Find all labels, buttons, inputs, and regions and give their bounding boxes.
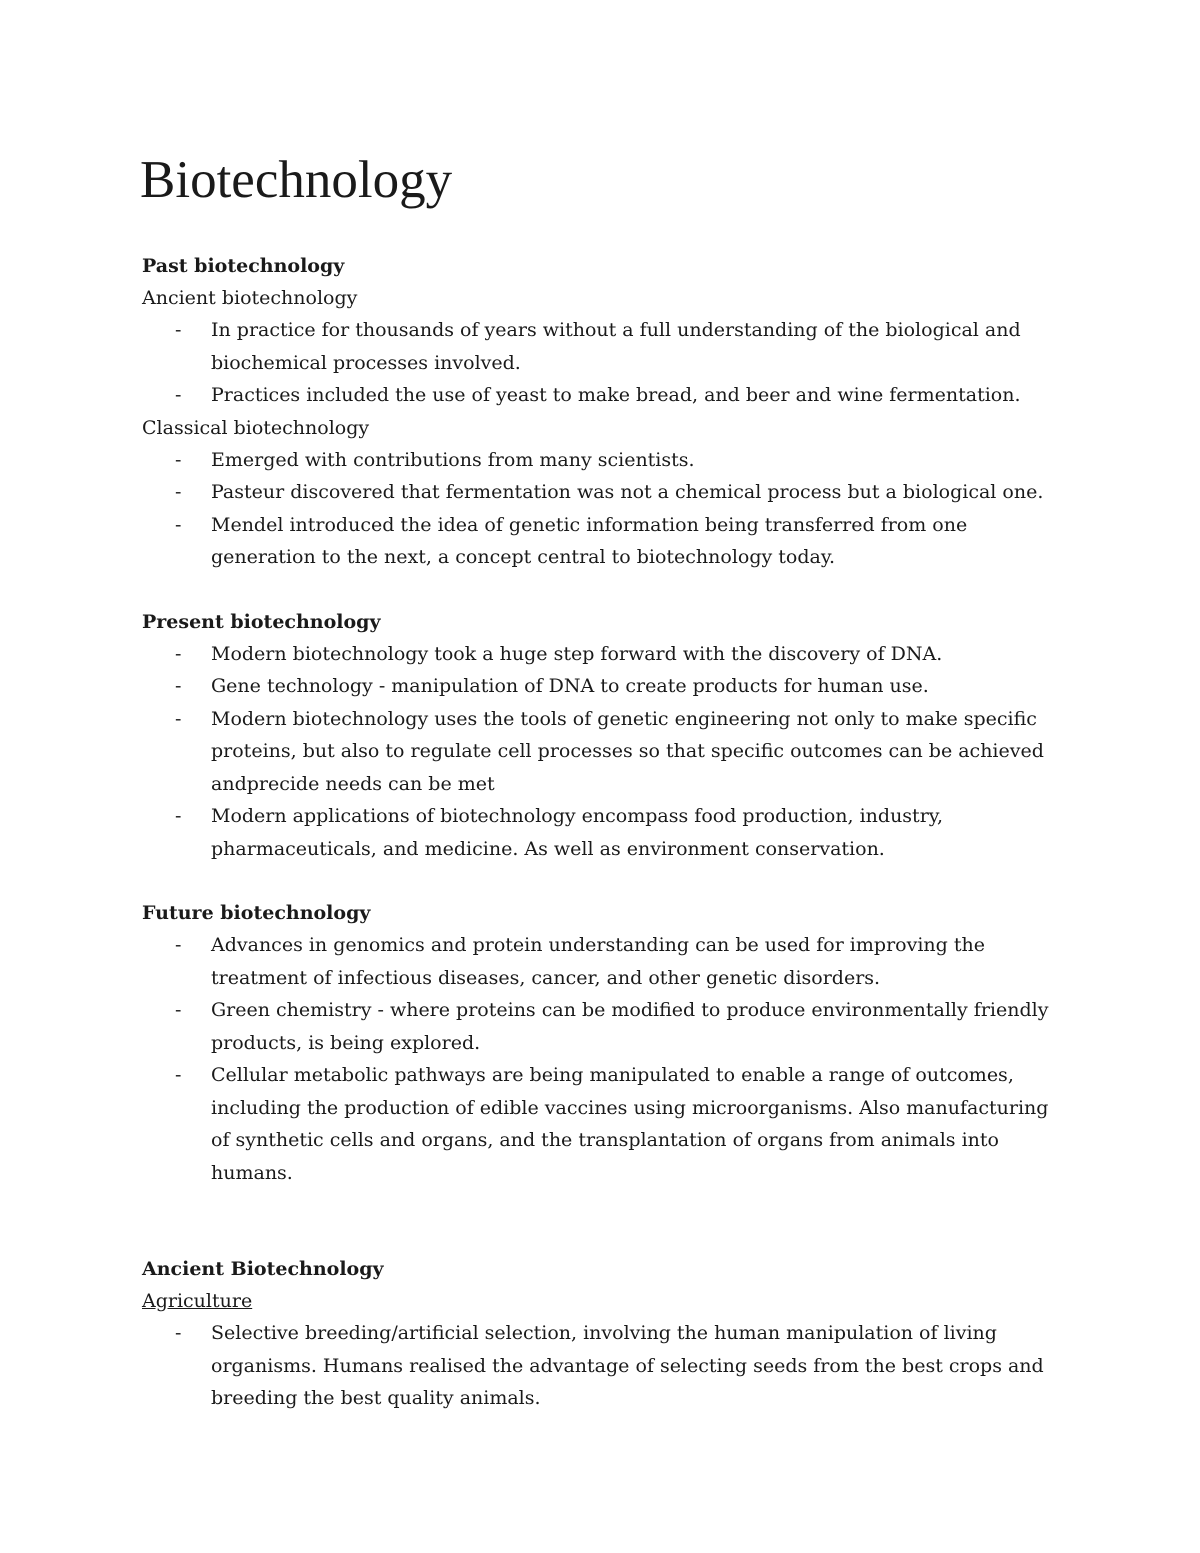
list-item-text: Cellular metabolic pathways are being manipulated to enable a range of outcomes, including the production of edible vaccines using microorganisms. Also manufacturing of synthetic cells and organs, and the transplantation of organs from animals into humans. xyxy=(211,1064,1049,1184)
list-item-text: In practice for thousands of years without a full understanding of the biological and biochemical processes involved. xyxy=(211,319,1021,374)
list-item-text: Gene technology - manipulation of DNA to create products for human use. xyxy=(211,675,929,697)
list-classical xyxy=(142,444,1072,574)
section-heading-future: Future biotechnology xyxy=(142,902,371,924)
dash-bullet: - xyxy=(175,707,182,730)
page-title: Biotechnology xyxy=(140,151,453,209)
list-item-text: Practices included the use of yeast to make bread, and beer and wine fermentation. xyxy=(211,384,1021,406)
spacer xyxy=(142,574,1072,606)
list-item xyxy=(142,800,1072,865)
list-item xyxy=(142,1317,1072,1415)
dash-bullet: - xyxy=(175,481,182,503)
list-item xyxy=(142,929,1072,994)
subheading-agriculture: Agriculture xyxy=(142,1290,253,1312)
list-item-text: Modern biotechnology uses the tools of genetic engineering not only to make specific proteins, but also to regulate cell processes so that specific outcomes can be achieved andprecide needs can be met xyxy=(211,707,1044,795)
list-item-text: Mendel introduced the idea of genetic information being transferred from one generation to the next, a concept central to biotechnology today. xyxy=(211,513,968,568)
section-heading-ancient-biotechnology: Ancient Biotechnology xyxy=(142,1258,384,1280)
list-present xyxy=(142,638,1072,866)
dash-bullet: - xyxy=(175,384,182,406)
dash-bullet: - xyxy=(175,999,182,1021)
list-agriculture xyxy=(142,1317,1072,1415)
dash-bullet: - xyxy=(175,448,182,471)
list-item xyxy=(142,670,1072,703)
list-future xyxy=(142,929,1072,1189)
list-item xyxy=(142,994,1072,1059)
dash-bullet: - xyxy=(175,513,182,536)
list-item xyxy=(142,314,1072,379)
dash-bullet: - xyxy=(175,805,182,827)
dash-bullet: - xyxy=(175,675,182,697)
list-ancient xyxy=(142,314,1072,412)
list-item-text: Advances in genomics and protein understanding can be used for improving the treatment of infectious diseases, cancer, and other genetic disorders. xyxy=(211,934,985,989)
section-heading-present: Present biotechnology xyxy=(142,610,381,633)
section-present xyxy=(142,606,1072,866)
dash-bullet: - xyxy=(175,1064,182,1086)
list-item-text: Green chemistry - where proteins can be modified to produce environmentally friendly products, is being explored. xyxy=(211,999,1049,1054)
section-ancient-biotechnology xyxy=(142,1253,1072,1415)
dash-bullet: - xyxy=(175,642,182,665)
section-future xyxy=(142,897,1072,1189)
dash-bullet: - xyxy=(175,1322,182,1344)
list-item xyxy=(142,703,1072,801)
list-item xyxy=(142,638,1072,671)
list-item-text: Modern biotechnology took a huge step forward with the discovery of DNA. xyxy=(211,642,943,665)
dash-bullet: - xyxy=(175,934,182,956)
subheading-classical: Classical biotechnology xyxy=(142,416,370,439)
dash-bullet: - xyxy=(175,319,182,341)
list-item xyxy=(142,379,1072,412)
list-item xyxy=(142,476,1072,509)
list-item-text: Modern applications of biotechnology encompass food production, industry, pharmaceuticals, and medicine. As well as environment conservation. xyxy=(211,805,944,860)
document-page xyxy=(142,150,1072,1415)
list-item xyxy=(142,509,1072,574)
list-item xyxy=(142,444,1072,477)
list-item-text: Pasteur discovered that fermentation was not a chemical process but a biological one. xyxy=(211,481,1044,503)
spacer xyxy=(142,865,1072,897)
section-past xyxy=(142,250,1072,574)
list-item xyxy=(142,1059,1072,1189)
spacer xyxy=(142,1189,1072,1253)
list-item-text: Emerged with contributions from many scientists. xyxy=(211,448,695,471)
subheading-ancient: Ancient biotechnology xyxy=(142,287,358,309)
list-item-text: Selective breeding/artificial selection, involving the human manipulation of living organisms. Humans realised the advantage of selecting seeds from the best crops and breeding the best quality animals. xyxy=(211,1322,1044,1409)
section-heading-past: Past biotechnology xyxy=(142,255,345,277)
